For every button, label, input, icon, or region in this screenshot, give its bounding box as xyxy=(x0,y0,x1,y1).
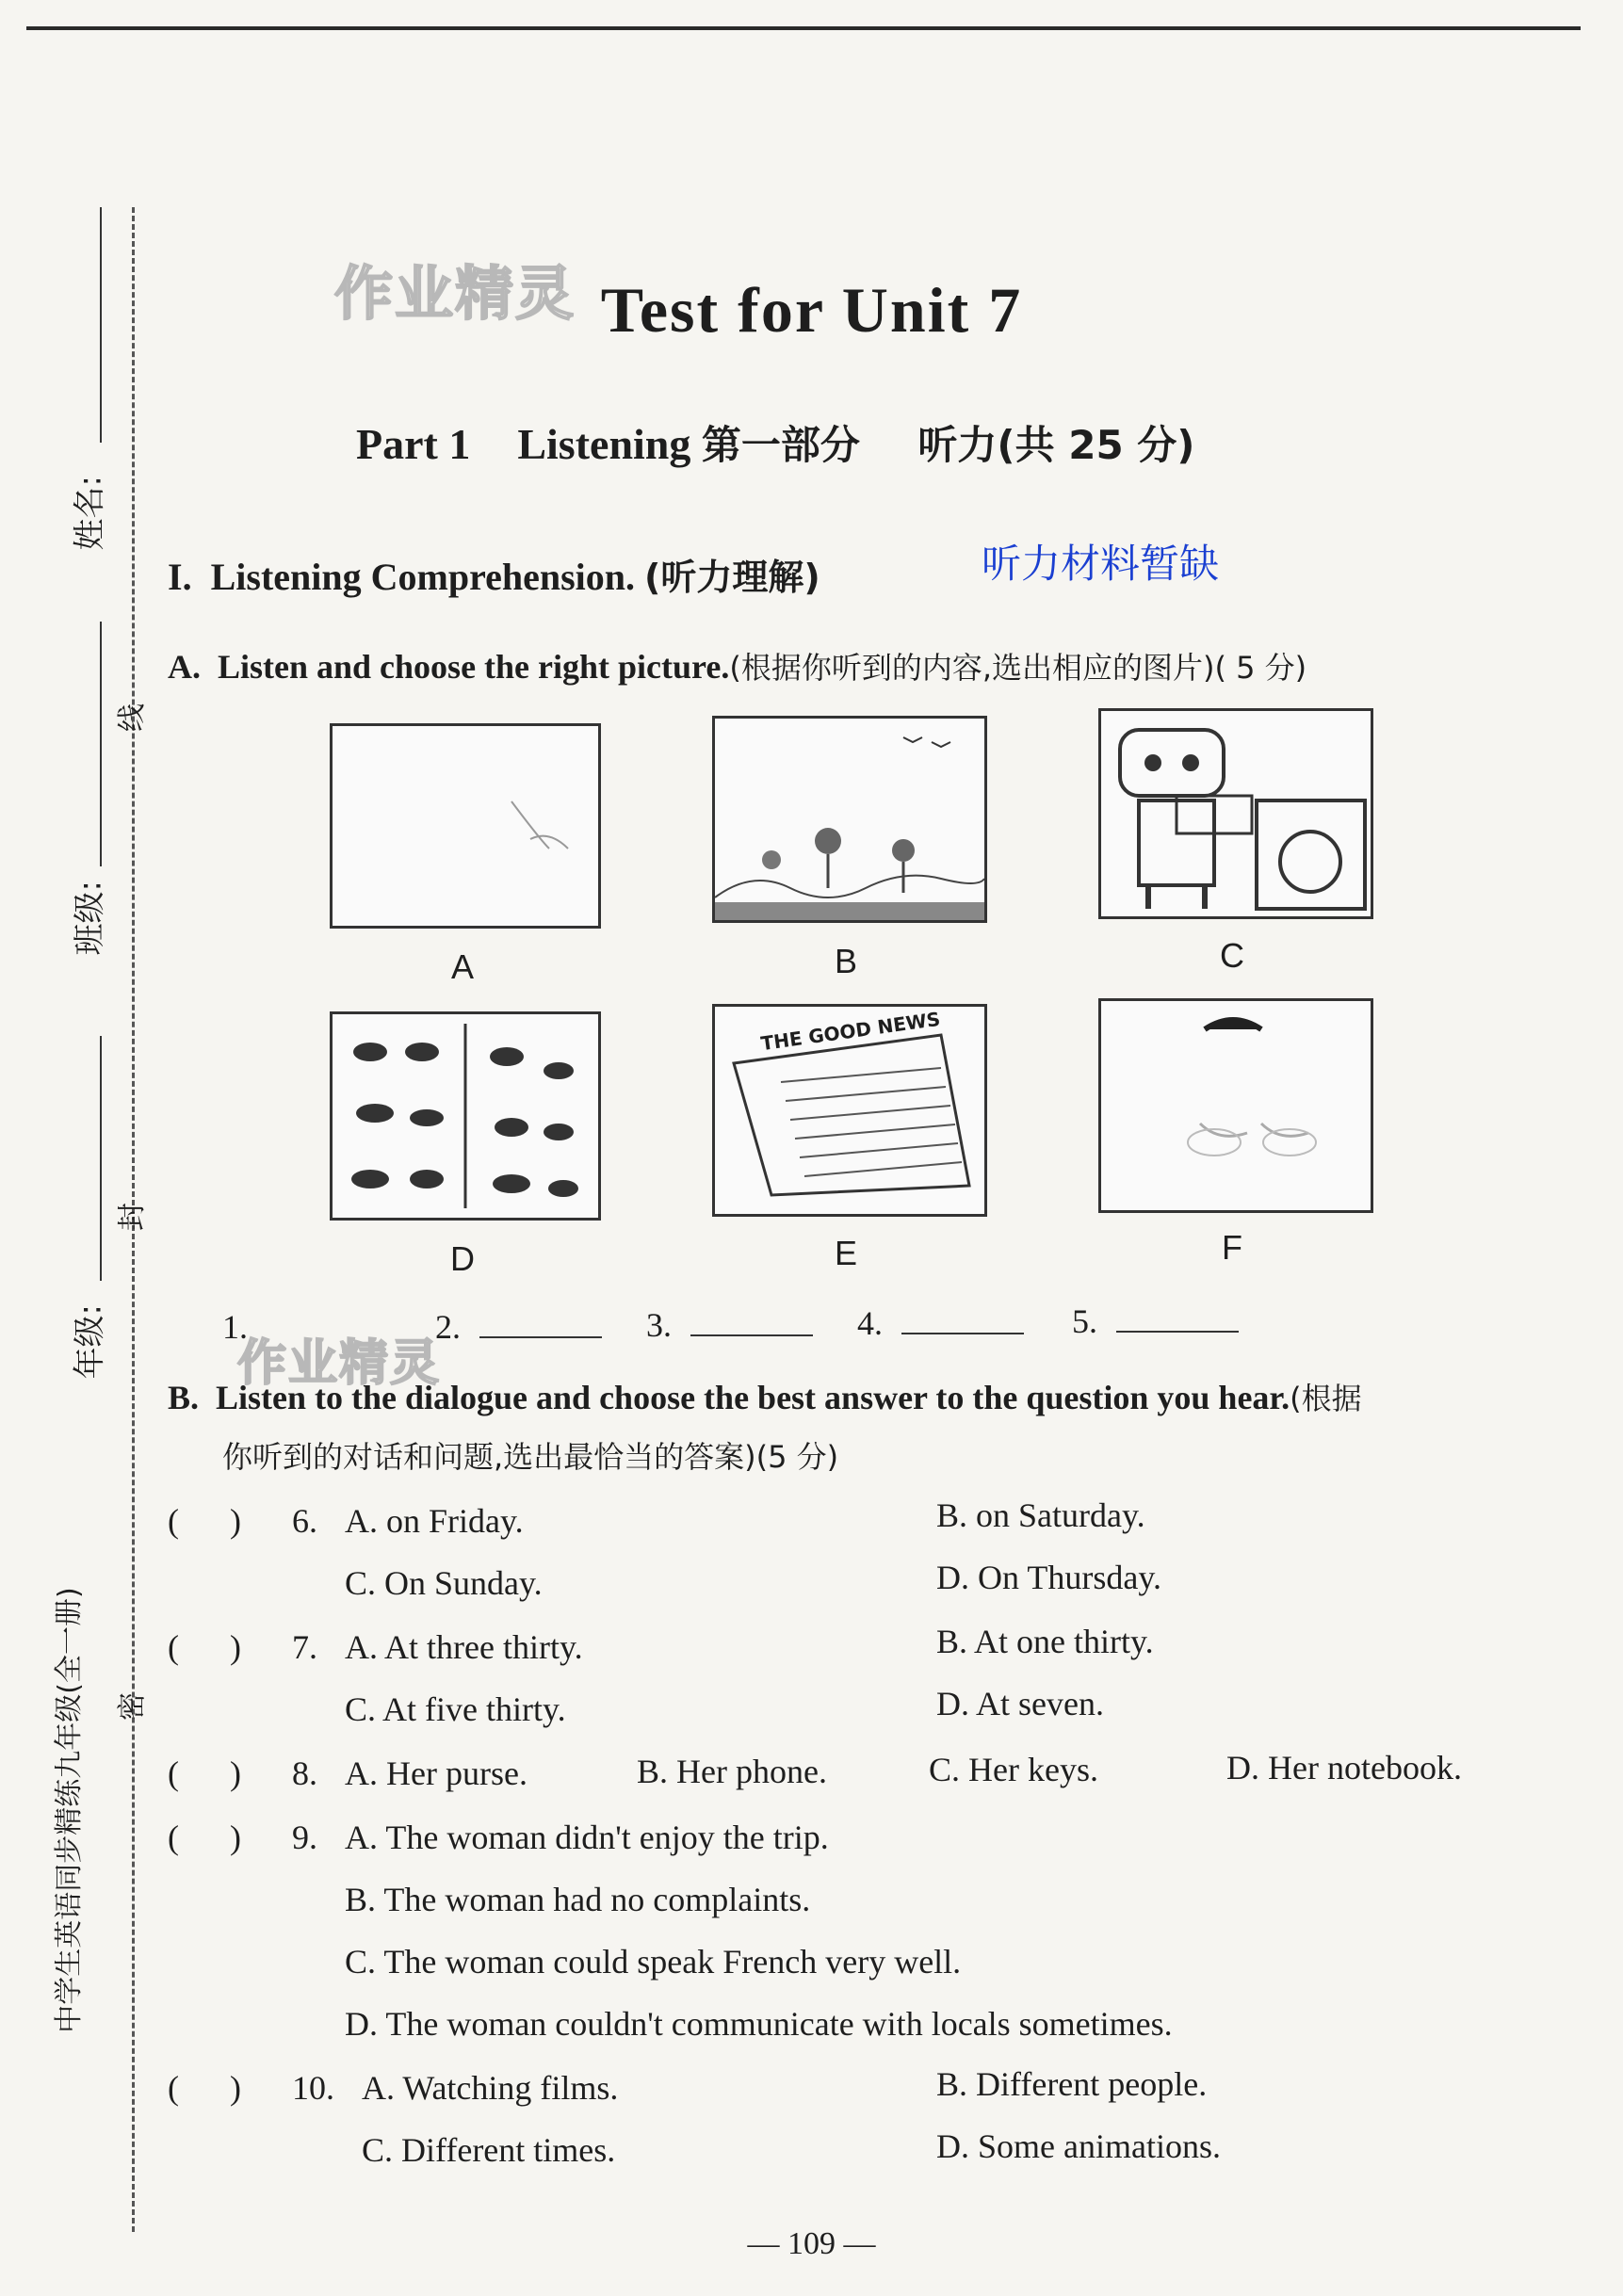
q9-number: 9. xyxy=(292,1819,317,1856)
grade-label: 年级: xyxy=(71,1304,109,1380)
q9-option-a: A. The woman didn't enjoy the trip. xyxy=(345,1819,829,1856)
answer-3[interactable]: 3. xyxy=(646,1305,813,1345)
class-label: 班级: xyxy=(71,881,109,956)
book-title-vertical: 中学生英语同步精练九年级(全一册) xyxy=(53,1587,86,2033)
q9-option-b: B. The woman had no complaints. xyxy=(345,1881,811,1918)
q10-number: 10. xyxy=(292,2069,334,2107)
section-one-heading: I. Listening Comprehension. (听力理解) xyxy=(168,556,820,598)
q8-number: 8. xyxy=(292,1754,317,1792)
q6-option-c: C. On Sunday. xyxy=(345,1564,543,1602)
name-label: 姓名: xyxy=(71,476,109,551)
watermark-mid: 作业精灵 xyxy=(237,1335,442,1392)
q7-option-b: B. At one thirty. xyxy=(936,1623,1154,1660)
answer-1: 1. xyxy=(222,1308,248,1346)
top-rule xyxy=(26,26,1581,30)
missing-audio-note: 听力材料暂缺 xyxy=(982,541,1220,587)
q7-option-a: A. At three thirty. xyxy=(345,1628,583,1666)
q7-option-c: C. At five thirty. xyxy=(345,1690,566,1728)
picture-a xyxy=(330,723,601,929)
face-hands-icon xyxy=(1101,1001,1371,1210)
grade-underline xyxy=(100,1036,102,1281)
comic-strip-icon xyxy=(333,1014,598,1218)
picture-c-label: C xyxy=(1220,936,1244,975)
q6-option-a: A. on Friday. xyxy=(345,1502,524,1540)
q7-option-d: D. At seven. xyxy=(936,1685,1104,1722)
q10-option-b: B. Different people. xyxy=(936,2065,1208,2103)
picture-d xyxy=(330,1011,601,1221)
picture-f-label: F xyxy=(1222,1228,1242,1267)
robot-washing-machine-icon xyxy=(1101,711,1371,916)
answer-4[interactable]: 4. xyxy=(857,1303,1024,1343)
newspaper-caption: THE GOOD NEWS xyxy=(759,1007,942,1056)
q7-number: 7. xyxy=(292,1628,317,1666)
q9-bracket[interactable]: ( ) xyxy=(168,1819,241,1856)
q7-bracket[interactable]: ( ) xyxy=(168,1628,241,1666)
q8-option-c: C. Her keys. xyxy=(929,1751,1098,1788)
class-underline xyxy=(100,622,102,866)
section-a-instruction: A. Listen and choose the right picture.(根据你听到的内容,选出相应的图片)( 5 分) xyxy=(168,648,1307,686)
q8-option-b: B. Her phone. xyxy=(637,1753,827,1790)
q10-option-a: A. Watching films. xyxy=(362,2069,619,2107)
q6-option-b: B. on Saturday. xyxy=(936,1496,1145,1534)
seal-mark: 封 xyxy=(116,1203,149,1231)
watermark-top: 作业精灵 xyxy=(334,259,576,328)
q6-option-d: D. On Thursday. xyxy=(936,1559,1161,1596)
picture-c xyxy=(1098,708,1373,919)
picture-a-label: A xyxy=(450,947,474,986)
q10-bracket[interactable]: ( ) xyxy=(168,2069,241,2107)
section-b-instruction: B. Listen to the dialogue and choose the best answer to the question you hear.(根据 xyxy=(168,1379,1362,1416)
q10-option-d: D. Some animations. xyxy=(936,2127,1221,2165)
picture-b xyxy=(712,716,987,923)
picture-f xyxy=(1098,998,1373,1213)
q8-option-d: D. Her notebook. xyxy=(1226,1749,1462,1787)
q6-number: 6. xyxy=(292,1502,317,1540)
part-heading: Part 1 Listening 第一部分 听力(共 25 分) xyxy=(356,420,1195,468)
picture-e-label: E xyxy=(834,1234,857,1272)
q8-option-a: A. Her purse. xyxy=(345,1754,527,1792)
answer-5[interactable]: 5. xyxy=(1072,1302,1239,1341)
picture-e xyxy=(712,1004,987,1217)
section-b-instruction-cont: 你听到的对话和问题,选出最恰当的答案)(5 分) xyxy=(222,1439,839,1475)
q9-option-c: C. The woman could speak French very well. xyxy=(345,1943,962,1981)
blank-sketch-icon xyxy=(333,726,598,926)
picture-d-label: D xyxy=(450,1239,475,1278)
q6-bracket[interactable]: ( ) xyxy=(168,1502,241,1540)
q8-bracket[interactable]: ( ) xyxy=(168,1754,241,1792)
picture-b-label: B xyxy=(834,942,857,980)
q9-option-d: D. The woman couldn't communicate with locals sometimes. xyxy=(345,2005,1173,2043)
secret-mark: 密 xyxy=(116,1692,149,1721)
landscape-trees-icon xyxy=(715,719,984,920)
q10-option-c: C. Different times. xyxy=(362,2131,616,2169)
answer-2[interactable]: 2. xyxy=(435,1307,602,1347)
page-number: — 109 — xyxy=(747,2226,876,2261)
line-mark: 线 xyxy=(116,703,149,732)
page-title: Test for Unit 7 xyxy=(600,274,1023,346)
